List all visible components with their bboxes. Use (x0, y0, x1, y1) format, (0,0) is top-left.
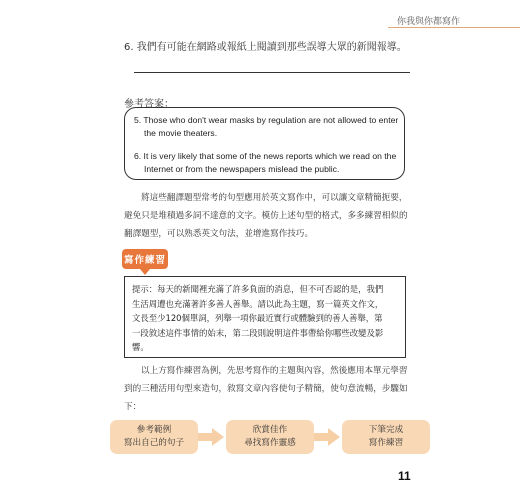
flow-step-3 (342, 420, 430, 454)
flow-step-2-title: 欣賞佳作 (252, 425, 288, 435)
explanation-paragraph (124, 189, 410, 243)
flow-step-1 (110, 420, 198, 454)
flow-step-3-title: 下筆完成 (368, 425, 404, 435)
writing-prompt-text (132, 282, 400, 355)
answer-writing-line (134, 72, 410, 73)
flow-step-1-title: 參考範例 (136, 425, 172, 435)
answer-6-line-1: 6. It is very likely that some of the news reports which we read on the (134, 151, 397, 161)
steps-intro-paragraph (124, 362, 410, 416)
arrow-right-icon (314, 428, 340, 446)
steps-line-2: 到的三種活用句型來造句，敘寫文章內容使句子精簡，使句意流暢，步驟如 (124, 384, 408, 394)
header-divider (388, 27, 520, 28)
arrow-right-icon (198, 428, 224, 446)
steps-line-1: 以上方寫作練習為例，先思考寫作的主題與內容，然後應用本單元學習 (141, 366, 408, 376)
flow-step-1-text: 寫出自己的句子 (123, 438, 185, 448)
answer-5-line-1: 5. Those who don't wear masks by regulation are not allowed to enter (134, 115, 399, 125)
prompt-line-1: 提示：每天的新聞裡充滿了許多負面的消息，但不可否認的是，我們 (132, 284, 384, 294)
running-header: 你我與你都寫作 (397, 17, 461, 27)
flow-step-2-text: 尋找寫作靈感 (244, 438, 296, 448)
page-number: 11 (398, 469, 411, 483)
reference-answer-label: 參考答案： (124, 99, 174, 110)
prompt-line-4: 一段敘述這件事情的始末，第二段則說明這件事帶給你哪些改變及影 (132, 327, 384, 338)
prompt-line-5: 響。 (132, 342, 149, 352)
question-6: 6. 我們有可能在網路或報紙上閱讀到那些誤導大眾的新聞報導。 (124, 42, 407, 53)
prompt-line-2: 生活周遭也充滿著許多善人善舉。請以此為主題，寫一篇英文作文， (132, 298, 384, 309)
paragraph-line-2: 避免只是堆積過多詞不達意的文字。模仿上述句型的格式，多多練習相似的 (124, 211, 408, 221)
flow-step-2 (226, 420, 314, 454)
flow-step-3-text: 寫作練習 (368, 438, 404, 448)
paragraph-line-3: 翻譯題型，可以熟悉英文句法，並增進寫作技巧。 (124, 229, 314, 239)
paragraph-line-1: 將這些翻譯題型常考的句型應用於英文寫作中，可以讓文章精簡扼要， (141, 193, 408, 203)
answer-5-line-2: the movie theaters. (144, 128, 218, 138)
steps-line-3: 下： (124, 402, 142, 412)
writing-practice-badge: 寫作練習 (122, 249, 168, 269)
prompt-line-3: 文長至少120個單詞，列舉一項你最近實行或體驗到的善人善舉，第 (132, 313, 383, 323)
answer-6-line-2: Internet or from the newspapers mislead the public. (144, 164, 340, 174)
reference-answer-5 (134, 114, 404, 140)
reference-answer-6 (134, 150, 404, 176)
